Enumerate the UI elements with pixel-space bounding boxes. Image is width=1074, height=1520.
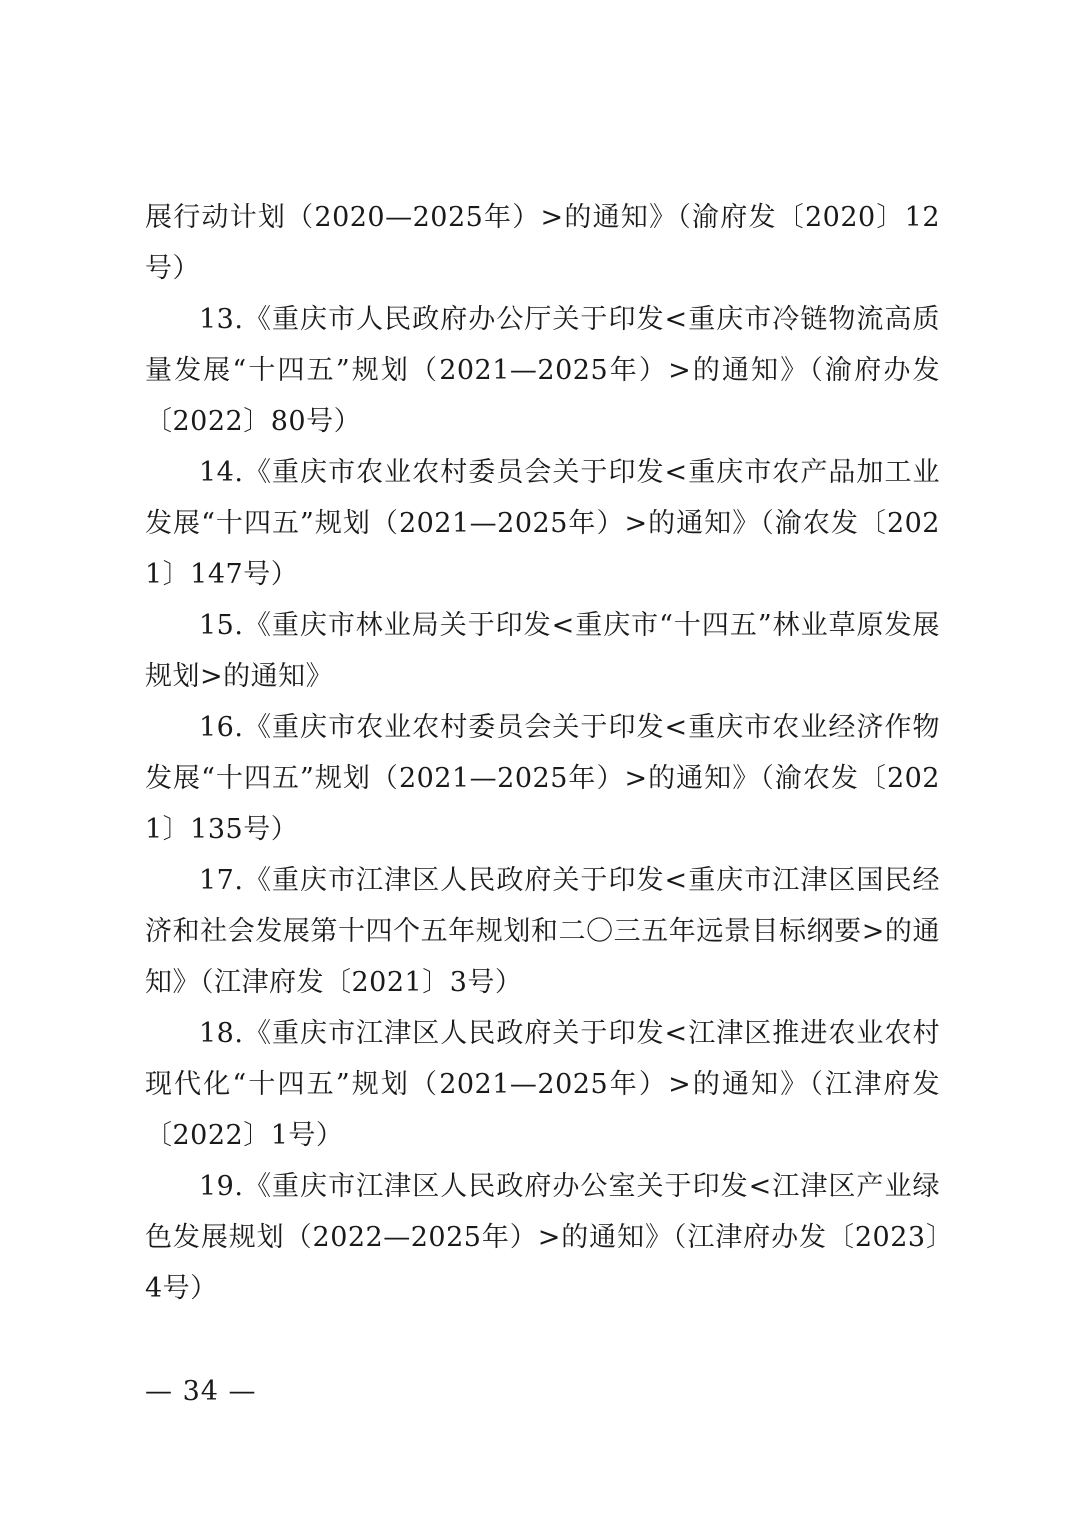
reference-item-13: 13.《重庆市人民政府办公厅关于印发<重庆市冷链物流高质量发展“十四五”规划（2021—2025年）>的通知》（渝府办发〔2022〕80号） [145,304,940,437]
page-number: — 34 — [145,1376,257,1407]
reference-item-16: 16.《重庆市农业农村委员会关于印发<重庆市农业经济作物发展“十四五”规划（2021—2025年）>的通知》（渝农发〔2021〕135号） [145,712,940,845]
reference-item-15: 15.《重庆市林业局关于印发<重庆市“十四五”林业草原发展规划>的通知》 [145,610,940,692]
continued-reference: 展行动计划（2020—2025年）>的通知》（渝府发〔2020〕12号） [145,202,940,284]
reference-item-18: 18.《重庆市江津区人民政府关于印发<江津区推进农业农村现代化“十四五”规划（2021—2025年）>的通知》（江津府发〔2022〕1号） [145,1018,940,1151]
document-body [145,192,940,1314]
reference-item-17: 17.《重庆市江津区人民政府关于印发<重庆市江津区国民经济和社会发展第十四个五年规划和二〇三五年远景目标纲要>的通知》（江津府发〔2021〕3号） [145,865,940,998]
reference-item-19: 19.《重庆市江津区人民政府办公室关于印发<江津区产业绿色发展规划（2022—2025年）>的通知》（江津府办发〔2023〕4号） [145,1171,940,1304]
reference-item-14: 14.《重庆市农业农村委员会关于印发<重庆市农产品加工业发展“十四五”规划（2021—2025年）>的通知》（渝农发〔2021〕147号） [145,457,940,590]
